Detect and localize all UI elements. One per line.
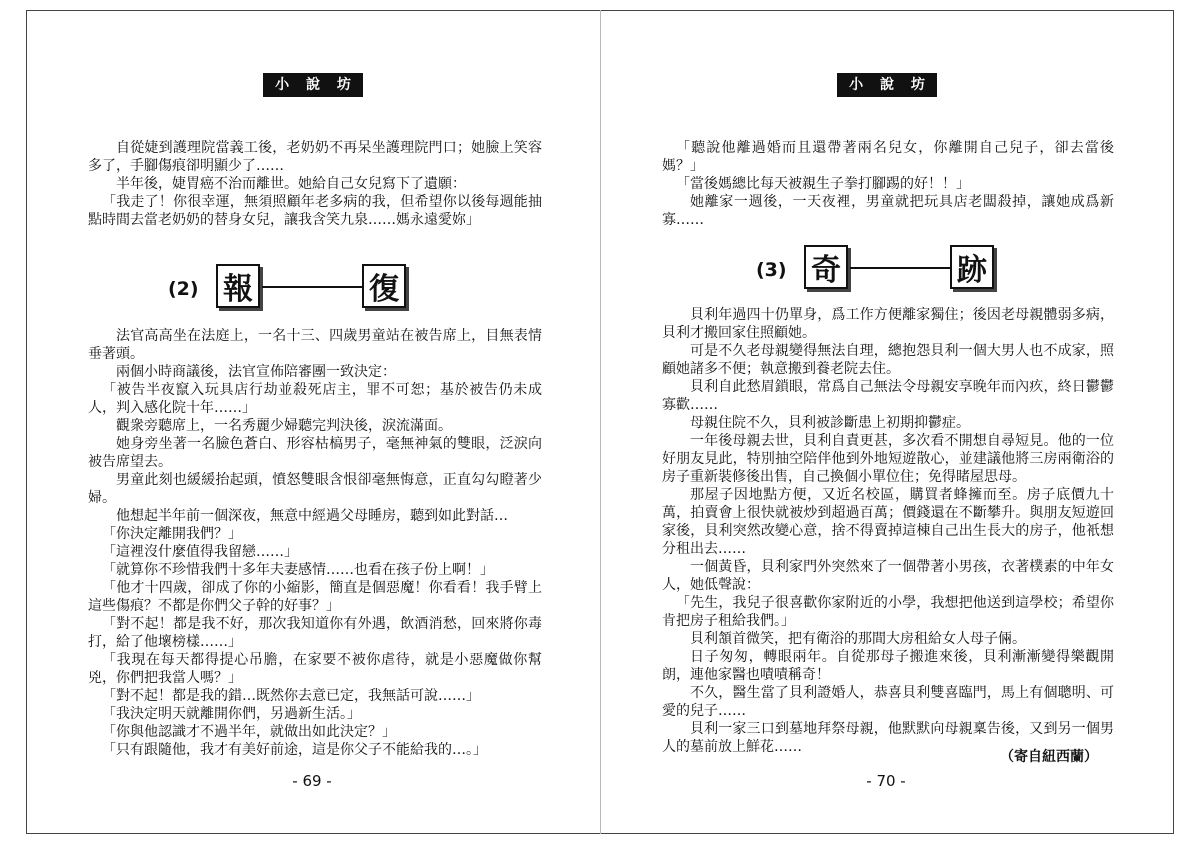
story-paragraph: 一個黃昏，貝利家門外突然來了一個帶著小男孩，衣著樸素的中年女人，她低聲說： <box>662 559 1114 593</box>
story-paragraph: 「當後媽總比每天被親生子拳打腳踢的好！！」 <box>676 176 970 192</box>
column-banner: 小 說 坊 <box>837 73 937 97</box>
section-heading <box>756 243 1016 297</box>
story-paragraph: 「他才十四歲，卻成了你的小縮影，簡直是個惡魔！你看看！我手臂上這些傷痕？不都是你們父子幹的好事？」 <box>88 580 542 614</box>
section-connector-line <box>262 286 362 288</box>
story-paragraph: 「你決定離開我們？」 <box>102 526 242 542</box>
story-paragraph: 他想起半年前一個深夜，無意中經過父母睡房，聽到如此對話… <box>116 508 508 524</box>
author-origin: （寄自紐西蘭） <box>1000 749 1098 765</box>
page-number: - 70 - <box>866 772 906 790</box>
story-text-block <box>662 306 1114 756</box>
story-paragraph: 兩個小時商議後，法官宣佈陪審團一致決定： <box>116 364 396 380</box>
story-paragraph: 可是不久老母親變得無法自理，總抱怨貝利一個大男人也不成家，照顧她諸多不便；執意搬到養老院去住。 <box>662 343 1114 377</box>
section-number: (2) <box>168 278 199 300</box>
section-title-char: 報 <box>216 264 260 308</box>
section-title-char: 跡 <box>950 245 994 289</box>
story-paragraph: 貝利年過四十仍單身，爲工作方便離家獨住；後因老母親體弱多病，貝利才搬回家住照顧她。 <box>662 307 1114 341</box>
story-paragraph: 貝利頷首微笑，把有衛浴的那間大房租給女人母子倆。 <box>690 631 1026 647</box>
section-title-char: 復 <box>362 264 406 308</box>
story-paragraph: 「只有跟隨他，我才有美好前途，這是你父子不能給我的…。」 <box>102 742 487 758</box>
story-paragraph: 「聽說他離過婚而且還帶著兩名兒女，你離開自己兒子，卻去當後媽？」 <box>662 140 1114 174</box>
story-paragraph: 「這裡沒什麼值得我留戀……」 <box>102 544 298 560</box>
story-paragraph: 她離家一週後，一天夜裡，男童就把玩具店老闆殺掉，讓她成爲新寡…… <box>662 194 1114 228</box>
story-paragraph: 男童此刻也緩緩抬起頭，憤怒雙眼含恨卻毫無悔意，正直勾勾瞪著少婦。 <box>88 472 542 506</box>
story-paragraph: 「我現在每天都得提心吊膽，在家要不被你虐待，就是小惡魔做你幫兇，你們把我當人嗎？」 <box>88 652 542 686</box>
story-paragraph: 「我決定明天就離開你們，另過新生活。」 <box>102 706 361 722</box>
story-paragraph: 自從婕到護理院當義工後，老奶奶不再呆坐護理院門口；她臉上笑容多了，手腳傷痕卻明顯少了…… <box>88 140 542 174</box>
right-page <box>600 0 1200 856</box>
story-paragraph: 「我走了！你很幸運，無須照顧年老多病的我，但希望你以後每週能抽點時間去當老奶奶的替身女兒，讓我含笑九泉……媽永遠愛妳」 <box>88 194 542 228</box>
section-heading <box>168 262 428 316</box>
story-paragraph: 「你與他認識才不過半年，就做出如此決定？」 <box>102 724 396 740</box>
story-paragraph: 「對不起！都是我不好，那次我知道你有外遇，飲酒消愁，回來將你毒打，給了他壞榜樣……」 <box>88 616 542 650</box>
section-number: (3) <box>756 259 787 281</box>
page-number: - 69 - <box>292 772 332 790</box>
story-text-block <box>88 139 542 229</box>
story-text-block <box>662 139 1114 229</box>
story-text-block <box>88 327 542 759</box>
story-paragraph: 她身旁坐著一名臉色蒼白、形容枯槁男子，毫無神氣的雙眼，泛淚向被告席望去。 <box>88 436 542 470</box>
story-paragraph: 不久，醫生當了貝利證婚人，恭喜貝利雙喜臨門，馬上有個聰明、可愛的兒子…… <box>662 685 1114 719</box>
section-connector-line <box>850 267 950 269</box>
story-paragraph: 法官高高坐在法庭上，一名十三、四歲男童站在被告席上，目無表情垂著頭。 <box>88 328 542 362</box>
story-paragraph: 「就算你不珍惜我們十多年夫妻感情……也看在孩子份上啊！」 <box>102 562 494 578</box>
story-paragraph: 那屋子因地點方便，又近名校區，購買者蜂擁而至。房子底價九十萬，拍賣會上很快就被炒到超過百萬；價錢還在不斷攀升。與朋友短遊回家後，貝利突然改變心意，捨不得賣掉這棟自己出生長大的房子，他衹想分租出去…… <box>662 487 1114 557</box>
story-paragraph: 貝利一家三口到墓地拜祭母親，他默默向母親稟告後，又到另一個男人的墓前放上鮮花…… <box>662 721 1114 755</box>
story-paragraph: 日子匆匆，轉眼兩年。自從那母子搬進來後，貝利漸漸變得樂觀開朗，連他家醫也嘖嘖稱奇！ <box>662 649 1114 683</box>
story-paragraph: 一年後母親去世，貝利自責更甚，多次看不開想自尋短見。他的一位好朋友見此，特別抽空陪伴他到外地短遊散心，並建議他將三房兩衛浴的房子重新裝修後出售，自己換個小單位住；免得睹屋思母。 <box>662 433 1114 485</box>
story-paragraph: 半年後，婕胃癌不治而離世。她給自己女兒寫下了遺願： <box>116 176 466 192</box>
section-title-char: 奇 <box>804 245 848 289</box>
story-paragraph: 觀衆旁聽席上，一名秀麗少婦聽完判決後，淚流滿面。 <box>116 418 452 434</box>
story-paragraph: 母親住院不久，貝利被診斷患上初期抑鬱症。 <box>690 415 970 431</box>
column-banner: 小 說 坊 <box>263 73 363 97</box>
story-paragraph: 「被告半夜竄入玩具店行劫並殺死店主，罪不可恕；基於被告仍未成人，判入感化院十年……」 <box>88 382 542 416</box>
story-paragraph: 「先生，我兒子很喜歡你家附近的小學，我想把他送到這學校；希望你肯把房子租給我們。」 <box>662 595 1114 629</box>
story-paragraph: 「對不起！都是我的錯…既然你去意已定，我無話可說……」 <box>102 688 480 704</box>
story-paragraph: 貝利自此愁眉鎖眼，常爲自己無法令母親安享晚年而內疚，終日鬱鬱寡歡…… <box>662 379 1114 413</box>
